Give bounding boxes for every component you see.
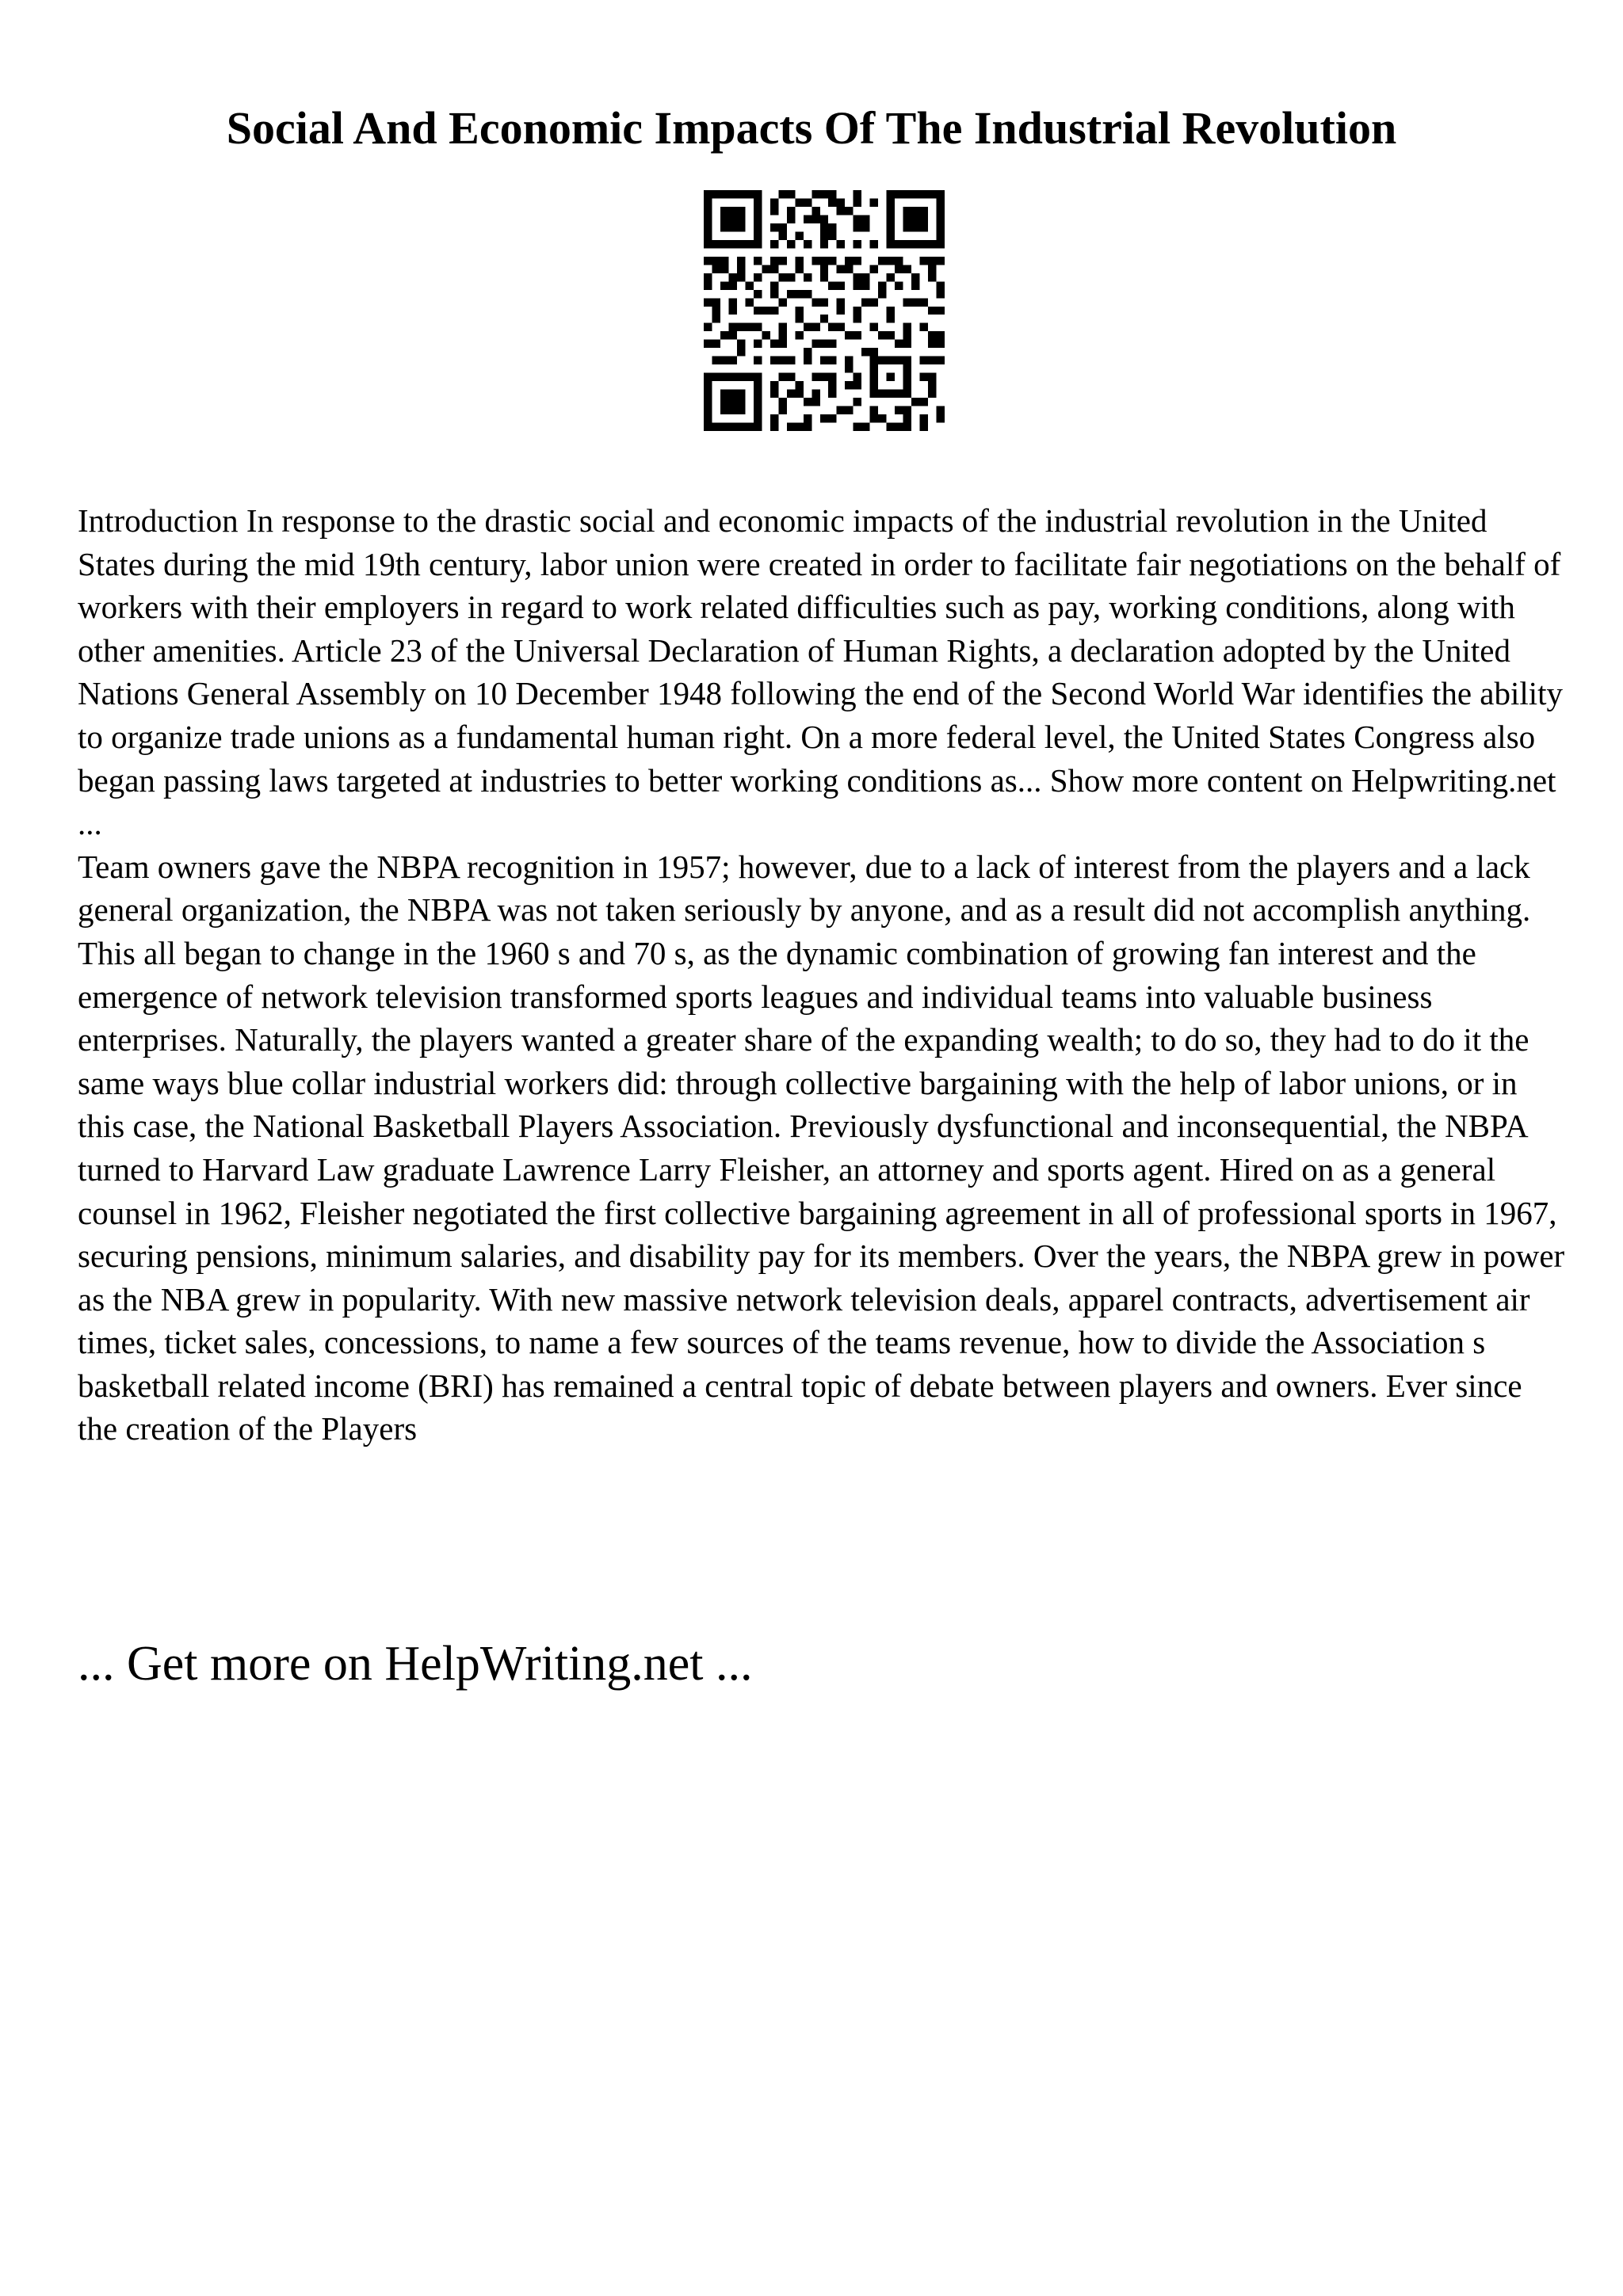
paragraph-introduction: Introduction In response to the drastic social and economic impacts of the industrial revolution in the United States during the mid 19th century, labor union were created in order to facilitate fair negotiations on the behalf of workers with their employers in regard to work related difficulties such as pay, working conditions, along with other amenities. Article 23 of the Universal Declaration of Human Rights, a declaration adopted by the United Nations General Assembly on 10 December 1948 following the end of the Second World War identifies the ability to organize trade unions as a fundamental human right. On a more federal level, the United States Congress also began passing laws targeted at industries to better working conditions as... Show more content on Helpwriting.net ... — [78, 502, 1564, 842]
page-title: Social And Economic Impacts Of The Industrial Revolution — [226, 102, 1397, 154]
paragraph-nbpa: Team owners gave the NBPA recognition in 1957; however, due to a lack of interest from the players and a lack general organization, the NBPA was not taken seriously by anyone, and as a result did not accomplish anything. This all began to change in the 1960 s and 70 s, as the dynamic combination of growing fan interest and the emergence of network television transformed sports leagues and individual teams into valuable business enterprises. Naturally, the players wanted a greater share of the expanding wealth; to do so, they had to do it the same ways blue collar industrial workers did: through collective bargaining with the help of labor unions, or in this case, the National Basketball Players Association. Previously dysfunctional and inconsequential, the NBPA turned to Harvard Law graduate Lawrence Larry Fleisher, an attorney and sports agent. Hired on as a general counsel in 1962, Fleisher negotiated the first collective bargaining agreement in all of professional sports in 1967, securing pensions, minimum salaries, and disability pay for its members. Over the years, the NBPA grew in power as the NBA grew in popularity. With new massive network television deals, apparel contracts, advertisement air times, ticket sales, concessions, to name a few sources of the teams revenue, how to divide the Association s basketball related income (BRI) has remained a central topic of debate between players and owners. Ever since the creation of the Players — [78, 848, 1565, 1447]
article-body — [78, 499, 1568, 1451]
qr-code-graphic — [704, 190, 945, 431]
qr-code-icon[interactable] — [704, 190, 945, 431]
get-more-link[interactable]: ... Get more on HelpWriting.net ... — [78, 1637, 753, 1691]
